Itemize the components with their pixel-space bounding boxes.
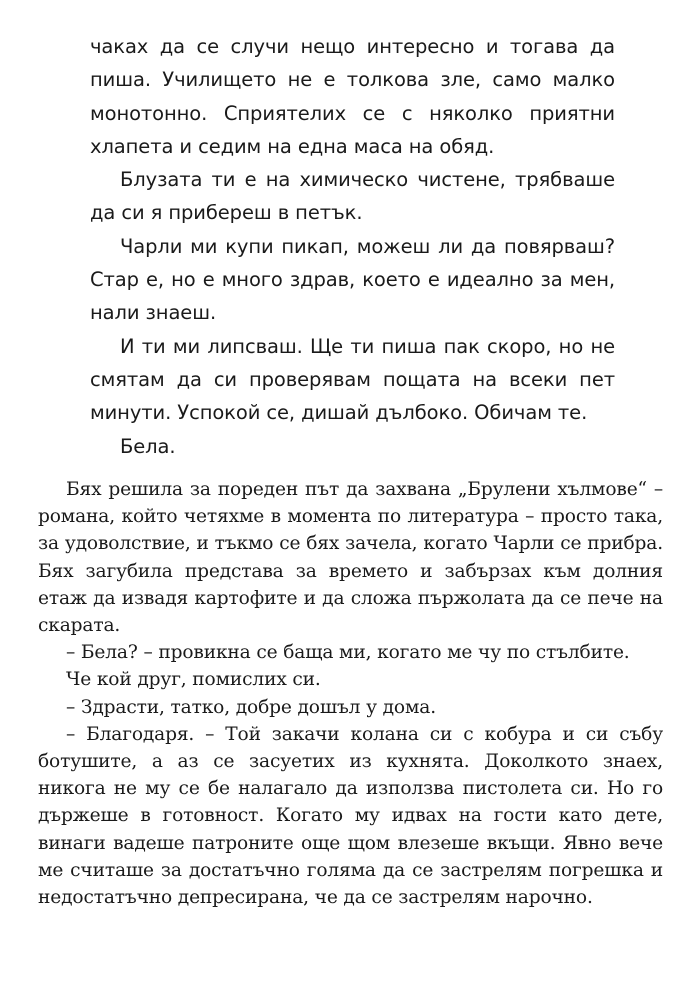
letter-paragraph: И ти ми липсваш. Ще ти пиша пак скоро, но не смятам да си проверявам пощата на всеки пет минути. Успокой се, дишай дълбоко. Обичам те.	[90, 334, 615, 425]
email-letter-block	[90, 30, 615, 463]
narrative-paragraph: – Бела? – провикна се баща ми, когато ме чу по стълбите.	[66, 642, 630, 664]
letter-signature: Бела.	[120, 434, 176, 458]
letter-paragraph: Блузата ти е на химическо чистене, трябваше да си я прибереш в петък.	[90, 168, 615, 225]
letter-paragraph: чаках да се случи нещо интересно и тогава да пиша. Училището не е толкова зле, само малко монотонно. Сприятелих се с няколко приятни хлапета и седим на една маса на обяд.	[90, 35, 615, 158]
narrative-paragraph: Че кой друг, помислих си.	[66, 669, 321, 691]
narrative-paragraph: – Благодаря. – Той закачи колана си с кобура и си събу ботушите, а аз се засуетих из кухнята. Доколкото знаех, никога не му се бе налагало да използва пистолета си. Но го държеше в готовност. Когато му идвах на гости като дете, винаги вадеше патроните още щом влезеше вкъщи. Явно вече ме считаше за достатъчно голяма да се застрелям погрешка и недостатъчно депресирана, че да се застрелям нарочно.	[38, 723, 663, 909]
narrative-paragraph: – Здрасти, татко, добре дошъл у дома.	[66, 696, 436, 718]
letter-paragraph: Чарли ми купи пикап, можеш ли да повярваш? Стар е, но е много здрав, което е идеално за мен, нали знаеш.	[90, 234, 615, 325]
narrative-block	[38, 476, 663, 911]
narrative-paragraph: Бях решила за пореден път да захвана „Брулени хълмове“ – романа, който четяхме в момента по литература – просто така, за удоволствие, и тъкмо се бях зачела, когато Чарли се прибра. Бях загубила представа за времето и забързах към долния етаж да извадя картофите и да сложа пържолата да се пече на скарата.	[38, 479, 663, 637]
